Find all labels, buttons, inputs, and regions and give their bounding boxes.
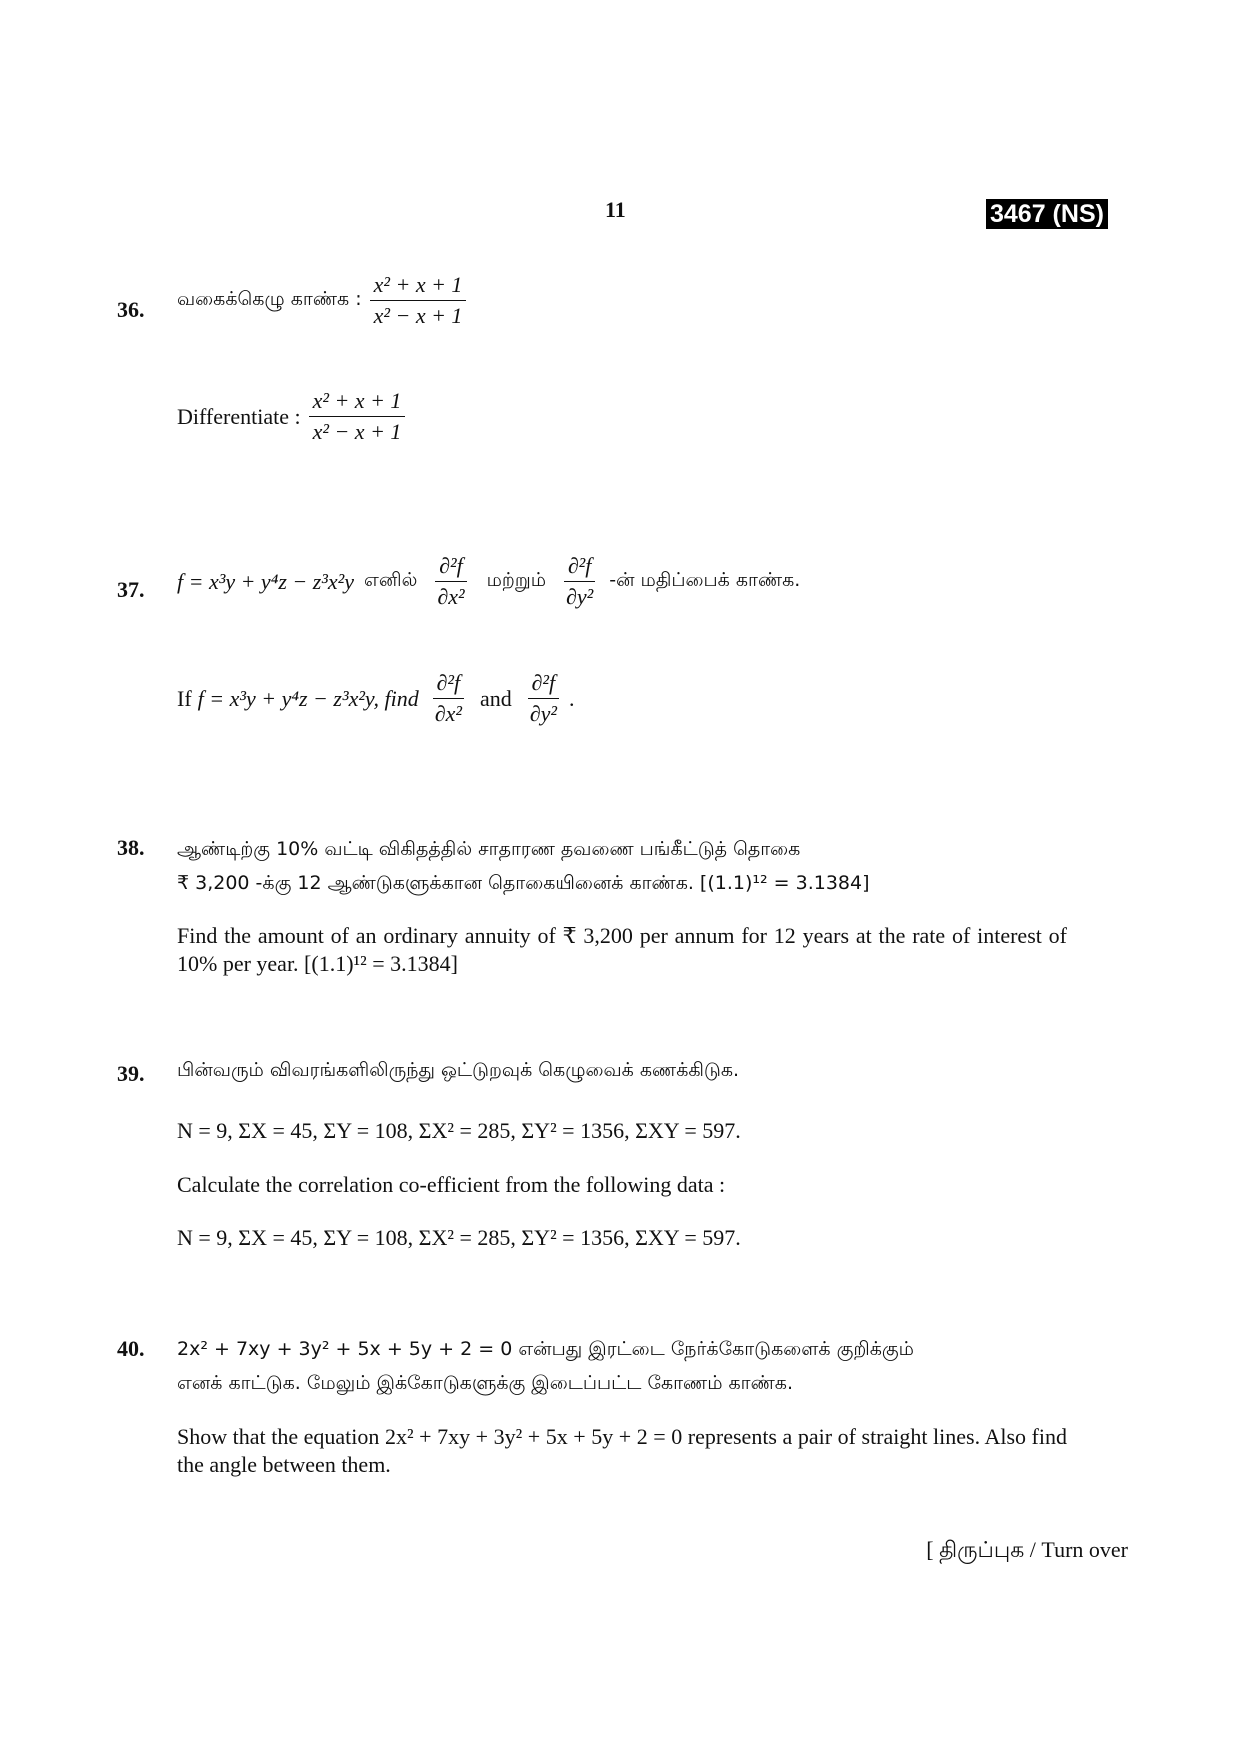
q37-fraction-y-en — [526, 670, 561, 727]
q37-fraction-y — [562, 553, 597, 610]
q39-data-line: N = 9, ΣX = 45, ΣY = 108, ΣX² = 285, ΣY² = 1356, ΣXY = 597. — [177, 1118, 741, 1143]
q40-tamil-block — [177, 1332, 914, 1400]
question-number: 38. — [117, 835, 145, 860]
q40-tamil-line-2: எனக் காட்டுக. மேலும் இக்கோடுகளுக்கு இடைப்பட்ட கோணம் காண்க. — [177, 1372, 793, 1394]
q39-tamil-text: பின்வரும் விவரங்களிலிருந்து ஒட்டுறவுக் கெழுவைக் கணக்கிடுக. — [177, 1059, 740, 1081]
q36-tamil-text: வகைக்கெழு காண்க : — [177, 288, 362, 310]
q37-tamil-and: மற்றும் — [486, 569, 546, 591]
question-number: 37. — [117, 577, 145, 602]
q39-english-text: Calculate the correlation co-efficient from the following data : — [177, 1172, 726, 1197]
q38-tamil-line-2: ₹ 3,200 -க்கு 12 ஆண்டுகளுக்கான தொகையினைக் காண்க. [(1.1)¹² = 3.1384] — [177, 872, 870, 894]
paper-code: 3467 (NS) — [986, 199, 1108, 229]
question-number: 39. — [117, 1061, 145, 1086]
page-number: 11 — [605, 197, 626, 222]
fraction-denominator: ∂x² — [434, 701, 462, 726]
q37-fraction-x — [433, 553, 468, 610]
q37-english-line — [177, 670, 574, 727]
question-number: 40. — [117, 1336, 145, 1361]
q38-english-text: Find the amount of an ordinary annuity of ₹ 3,200 per annum for 12 years at the rate of interest of 10% per year. [(1.1)¹² = 3.1384] — [177, 923, 1067, 976]
q37-function: f = x³y + y⁴z − z³x²y — [177, 568, 355, 594]
q37-english-end: . — [568, 685, 575, 711]
question-number: 36. — [117, 297, 145, 322]
q37-english-if: If — [177, 685, 192, 711]
fraction-denominator: ∂y² — [529, 701, 557, 726]
q40-english-text: Show that the equation 2x² + 7xy + 3y² + 5x + 5y + 2 = 0 represents a pair of straight lines. Also find the angle between them. — [177, 1424, 1067, 1477]
fraction-numerator: ∂²f — [528, 670, 560, 699]
q39-data-line-en: N = 9, ΣX = 45, ΣY = 108, ΣX² = 285, ΣY² = 1356, ΣXY = 597. — [177, 1225, 741, 1250]
q37-fraction-x-en — [431, 670, 466, 727]
turn-over-note: [ திருப்புக / Turn over — [926, 1537, 1128, 1562]
q38-tamil-block — [177, 832, 870, 900]
fraction-numerator: x² + x + 1 — [309, 388, 406, 417]
fraction-denominator: x² − x + 1 — [373, 303, 463, 328]
fraction-numerator: ∂²f — [564, 553, 596, 582]
q37-tamil-if: எனில் — [364, 569, 418, 591]
q37-tamil-end: -ன் மதிப்பைக் காண்க. — [609, 569, 801, 591]
q37-english-and: and — [479, 685, 512, 711]
q37-english-function: f = x³y + y⁴z − z³x²y, find — [197, 685, 419, 711]
q40-tamil-line-1: 2x² + 7xy + 3y² + 5x + 5y + 2 = 0 என்பது இரட்டை நேர்க்கோடுகளைக் குறிக்கும் — [177, 1338, 914, 1360]
q36-tamil-line — [177, 272, 474, 329]
fraction-numerator: ∂²f — [433, 670, 465, 699]
q38-tamil-line-1: ஆண்டிற்கு 10% வட்டி விகிதத்தில் சாதாரண தவணை பங்கீட்டுத் தொகை — [177, 838, 801, 860]
fraction-denominator: x² − x + 1 — [312, 419, 402, 444]
fraction-numerator: ∂²f — [435, 553, 467, 582]
fraction-denominator: ∂x² — [437, 584, 465, 609]
q36-english-text: Differentiate : — [177, 403, 301, 429]
q36-fraction-en — [309, 388, 406, 445]
q37-tamil-line — [177, 553, 800, 610]
q36-english-line — [177, 388, 413, 445]
fraction-denominator: ∂y² — [566, 584, 594, 609]
q36-fraction — [370, 272, 467, 329]
fraction-numerator: x² + x + 1 — [370, 272, 467, 301]
